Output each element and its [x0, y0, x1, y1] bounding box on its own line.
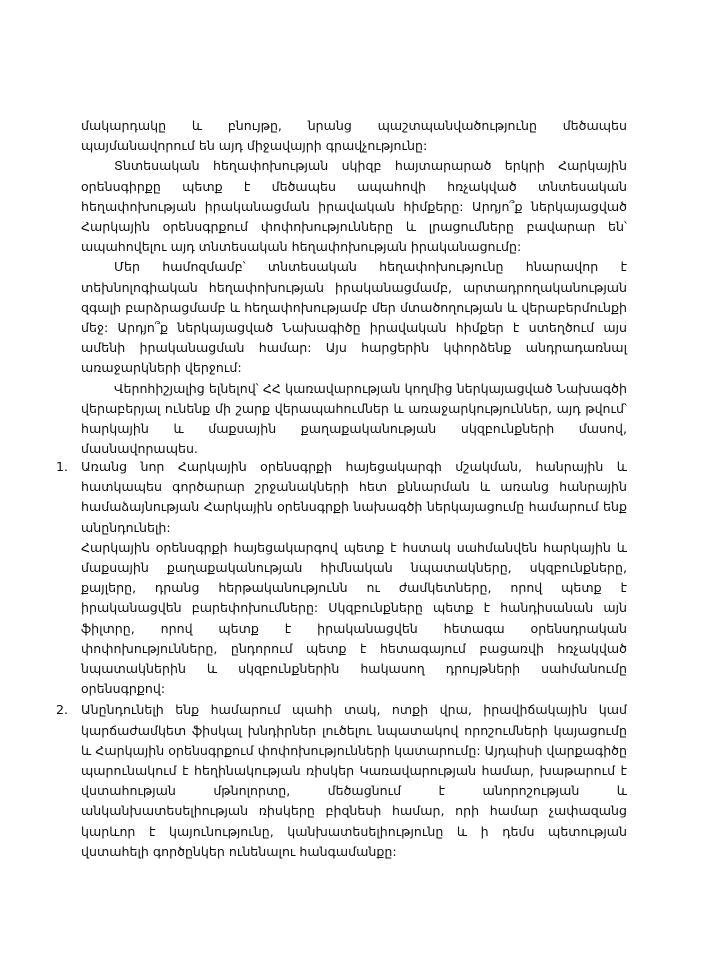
list-item-number: 2. [56, 702, 69, 718]
paragraph-tax-code-question: Տնտեսական հեղափոխության սկիզբ հայտարարած երկրի Հարկային օրենսգիրքը պետք է մեծապես ապահովի հռչակված տնտեսական հեղափոխության իրականացման իրավական հիմքերը: Արդյո՞ք ներկայացված Հարկային օրենսգրքում փոփոխությունները և լրացումները բավարար են՝ ապահովելու այդ տնտեսական հեղափոխության իրականացումը: [81, 158, 627, 255]
proposals-list [56, 457, 627, 863]
paragraph-intro-continuation: մակարդակը և բնույթը, նրանց պաշտպանվածությունը մեծապես պայմանավորում են այդ միջավայրի գրավչությունը: [81, 118, 627, 154]
document-body [81, 116, 627, 459]
list-item-number: 1. [56, 459, 69, 474]
list-item-text: Առանց նոր Հարկային օրենսգրքի հայեցակարգի մշակման, հանրային և հատկապես գործարար շրջանակների հետ քննարման և առանց հանրային համաձայնության Հարկային օրենսգրքի նախագծի ներկայացումը համարում ենք անընդունելի: [81, 459, 627, 535]
list-item [56, 457, 627, 699]
list-item [56, 700, 627, 862]
paragraph-economic-revolution: Մեր համոզմամբ՝ տնտեսական հեղափոխությունը հնարավոր է տեխնոլոգիական հեղափոխության իրականացմամբ, արտադրողականության զգալի բարձրացմամբ և հեղափոխությամբ մեր մտածողության և վերաբերմունքի մեջ: Արդյո՞ք ներկայացված Նախագիծը իրավական հիմքեր է ստեղծում այս ամենի իրականացման համար: Այս հարցերին կփորձենք անդրադառնալ առաջարկների վերջում: [81, 259, 627, 376]
list-item-continuation: Հարկային օրենսգրքի հայեցակարգով պետք է հստակ սահմանվեն հարկային և մաքսային քաղաքականության հիմնական նպատակները, սկզբունքները, քայլերը, դրանց հերթականությունն ու ժամկետները, որով պետք է իրականացվեն բարեփոխումները: Սկզբունքները պետք է հանդիսանան այն ֆիլտրը, որով պետք է իրականացվեն հետագա օրենսդրական փոփոխությունները, ընդորում պետք է հետագայում բացառվի հռչակված նպատակներին և սկզբունքներին հակասող դրույթների սահմանումը օրենսգրքով: [81, 539, 627, 697]
list-item-text: Անընդունելի ենք համարում պահի տակ, ոտքի վրա, իրավիճակային կամ կարճաժամկետ ֆիսկալ խնդիրներ լուծելու նպատակով որոշումների կայացումը և Հարկային օրենսգրքում փոփոխությունների կատարումը: Այդպիսի վարքագիծը պարունակում է հեղինակության ռիսկեր Կառավարության համար, խաթարում է վստահության մթնոլորտը, մեծացնում է անորոշության և անկանխատեսելիության ռիսկերը բիզնեսի համար, որի համար չափազանց կարևոր է կայունությունը, կանխատեսելիությունը և ի դեմս պետության վստահելի գործընկեր ունենալու հանգամանքը: [81, 702, 627, 859]
paragraph-reservations: Վերոհիշյալից ելնելով՝ ՀՀ կառավարության կողմից ներկայացված Նախագծի վերաբերյալ ունենք մի շարք վերապահումներ և առաջարկություններ, այդ թվում՝ հարկային և մաքսային քաղաքականության սկզբունքների մասով, մասնավորապես. [81, 380, 627, 457]
